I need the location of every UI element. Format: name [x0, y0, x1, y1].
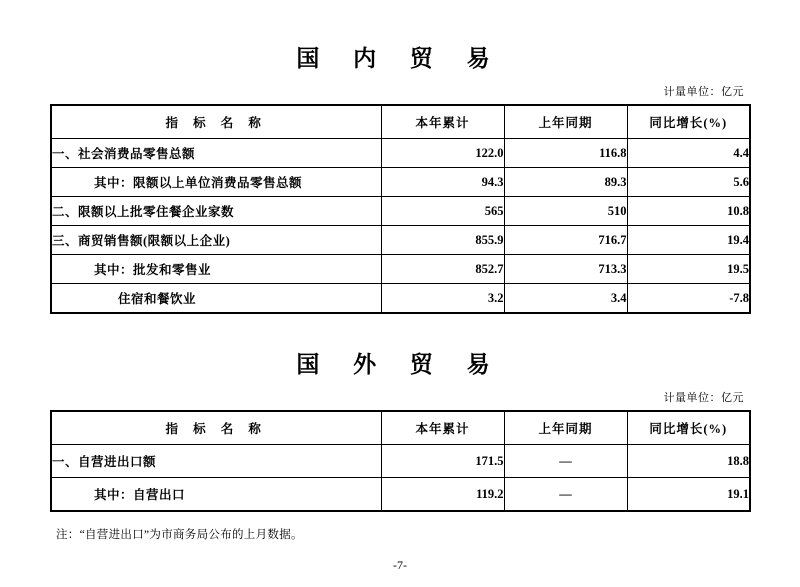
row-value-ytd: 119.2 [381, 478, 504, 512]
row-value-growth: 19.5 [627, 255, 750, 284]
table-row [51, 478, 750, 512]
table-row [51, 226, 750, 255]
row-value-growth: 18.8 [627, 445, 750, 478]
row-label: 一、自营进出口额 [51, 445, 381, 478]
row-value-ytd: 171.5 [381, 445, 504, 478]
table-header-row [51, 105, 750, 139]
row-label: 其中：自营出口 [51, 478, 381, 512]
row-value-growth: 10.8 [627, 197, 750, 226]
row-value-last-year: 716.7 [504, 226, 627, 255]
row-value-growth: 19.1 [627, 478, 750, 512]
row-label: 其中：批发和零售业 [51, 255, 381, 284]
page-number: -7- [393, 558, 407, 572]
unit-label-foreign: 计量单位：亿元 [663, 392, 744, 404]
table-row [51, 284, 750, 314]
table-row [51, 139, 750, 168]
row-value-growth: 19.4 [627, 226, 750, 255]
row-value-ytd: 565 [381, 197, 504, 226]
table-row [51, 168, 750, 197]
row-label: 住宿和餐饮业 [51, 284, 381, 314]
row-value-growth: 4.4 [627, 139, 750, 168]
header-yoy-growth: 同比增长(%) [627, 105, 750, 139]
document-page [0, 40, 800, 587]
row-value-last-year: — [504, 445, 627, 478]
row-value-ytd: 855.9 [381, 226, 504, 255]
row-label: 其中：限额以上单位消费品零售总额 [51, 168, 381, 197]
header-indicator-name: 指 标 名 称 [51, 105, 381, 139]
unit-label-domestic: 计量单位：亿元 [663, 86, 744, 98]
table-row [51, 197, 750, 226]
row-value-ytd: 122.0 [381, 139, 504, 168]
row-value-ytd: 852.7 [381, 255, 504, 284]
row-value-ytd: 94.3 [381, 168, 504, 197]
row-label: 一、社会消费品零售总额 [51, 139, 381, 168]
table-domestic-trade [50, 104, 751, 314]
header-ytd: 本年累计 [381, 411, 504, 445]
row-value-last-year: — [504, 478, 627, 512]
row-value-last-year: 116.8 [504, 139, 627, 168]
table-row [51, 445, 750, 478]
row-value-last-year: 89.3 [504, 168, 627, 197]
header-same-period-last-year: 上年同期 [504, 411, 627, 445]
header-ytd: 本年累计 [381, 105, 504, 139]
row-value-ytd: 3.2 [381, 284, 504, 314]
table-foreign-trade [50, 410, 751, 512]
header-yoy-growth: 同比增长(%) [627, 411, 750, 445]
header-same-period-last-year: 上年同期 [504, 105, 627, 139]
row-label: 二、限额以上批零住餐企业家数 [51, 197, 381, 226]
row-value-last-year: 713.3 [504, 255, 627, 284]
table-row [51, 255, 750, 284]
footnote: 注：“自营进出口”为市商务局公布的上月数据。 [56, 529, 303, 541]
section-title-domestic-trade: 国 内 贸 易 [296, 46, 504, 71]
row-label: 三、商贸销售额(限额以上企业) [51, 226, 381, 255]
section-title-foreign-trade: 国 外 贸 易 [296, 352, 504, 377]
row-value-growth: 5.6 [627, 168, 750, 197]
row-value-growth: -7.8 [627, 284, 750, 314]
row-value-last-year: 510 [504, 197, 627, 226]
header-indicator-name: 指 标 名 称 [51, 411, 381, 445]
row-value-last-year: 3.4 [504, 284, 627, 314]
table-header-row [51, 411, 750, 445]
